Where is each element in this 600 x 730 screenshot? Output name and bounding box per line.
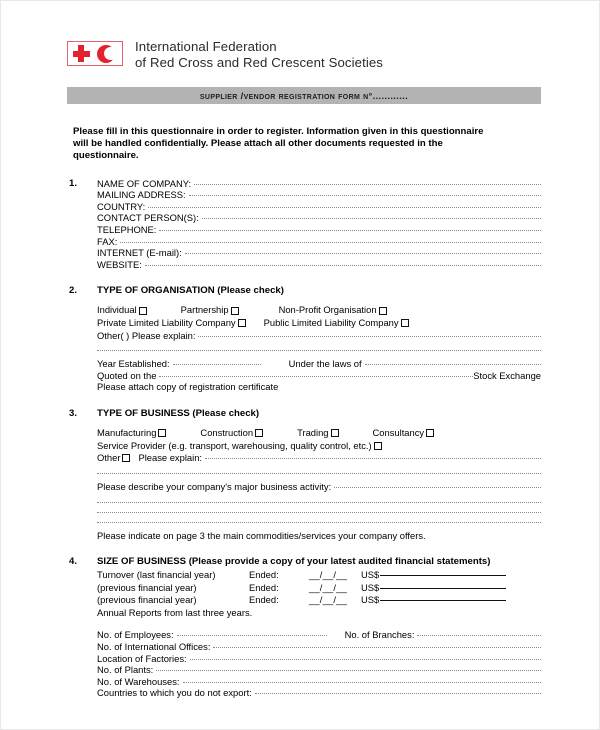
section-1-number: 1. xyxy=(69,177,78,189)
checkbox-box[interactable] xyxy=(426,429,434,437)
row-label: (previous financial year) xyxy=(97,594,197,606)
checkbox-box[interactable] xyxy=(331,429,339,437)
field-telephone[interactable] xyxy=(97,224,541,236)
ended-label: Ended: xyxy=(249,594,279,606)
checkbox-trading[interactable] xyxy=(297,427,338,440)
checkbox-label: Trading xyxy=(297,427,329,439)
field-contact-persons[interactable] xyxy=(97,212,541,224)
field-label-employees: No. of Employees: xyxy=(97,629,174,641)
checkbox-label: Individual xyxy=(97,304,137,316)
field-label: CONTACT PERSON(S): xyxy=(97,212,199,224)
currency-label: US$ xyxy=(361,581,380,593)
intro-paragraph: Please fill in this questionnaire in order to register. Information given in this questionnaire will be handled confidentially. Please attach all other documents requested in the questionnaire. xyxy=(73,126,484,162)
field-label: Countries to which you do not export: xyxy=(97,687,252,699)
ended-label: Ended: xyxy=(249,569,279,581)
field-business-other-explain[interactable] xyxy=(97,452,541,464)
checkbox-box[interactable] xyxy=(374,442,382,450)
section-4 xyxy=(67,556,541,699)
section-1 xyxy=(67,178,541,271)
field-label: No. of Warehouses: xyxy=(97,675,180,687)
field-website[interactable] xyxy=(97,259,541,271)
fill-line-continuation[interactable] xyxy=(97,512,541,513)
checkbox-box[interactable] xyxy=(238,319,246,327)
row-label: Turnover (last financial year) xyxy=(97,569,216,581)
form-title: supplier /vendor registration form n°............ xyxy=(199,90,409,101)
checkbox-label: Non-Profit Organisation xyxy=(278,304,377,316)
field-employees-and-branches[interactable] xyxy=(97,629,541,641)
fill-line[interactable] xyxy=(205,458,541,459)
fill-line-continuation[interactable] xyxy=(97,502,541,503)
date-placeholder[interactable]: __/__/__ xyxy=(308,594,348,606)
organisation-name-line-2: of Red Cross and Red Crescent Societies xyxy=(135,54,383,70)
fill-line[interactable] xyxy=(183,682,541,683)
organisation-name xyxy=(135,39,383,70)
checkbox-box[interactable] xyxy=(122,454,130,462)
field-year-established[interactable] xyxy=(97,358,541,370)
checkbox-box[interactable] xyxy=(158,429,166,437)
field-fax[interactable] xyxy=(97,236,541,248)
fill-line[interactable] xyxy=(159,230,541,231)
field-internet-email[interactable] xyxy=(97,247,541,259)
checkbox-service-provider[interactable] xyxy=(97,440,382,453)
field-location-of-factories[interactable] xyxy=(97,653,541,665)
field-label: Year Established: xyxy=(97,358,170,370)
letterhead xyxy=(67,39,541,79)
field-label-branches: No. of Branches: xyxy=(344,629,415,641)
checkbox-label: Consultancy xyxy=(372,427,425,439)
field-international-offices[interactable] xyxy=(97,641,541,653)
ended-label: Ended: xyxy=(249,581,279,593)
organisation-type-row-2 xyxy=(97,317,541,330)
section-4-title-note: (Please provide a copy of your latest audited financial statements) xyxy=(186,556,491,568)
fill-line[interactable] xyxy=(255,693,541,694)
field-label: COUNTRY: xyxy=(97,200,146,212)
field-label: No. of Plants: xyxy=(97,664,154,676)
fill-line[interactable] xyxy=(159,376,473,377)
field-label: No. of International Offices: xyxy=(97,640,211,652)
checkbox-label: Construction xyxy=(200,427,254,439)
checkbox-individual[interactable] xyxy=(97,304,147,317)
checkbox-construction[interactable] xyxy=(200,427,263,440)
section-2-number: 2. xyxy=(69,285,78,297)
field-label: TELEPHONE: xyxy=(97,223,157,235)
fill-line[interactable] xyxy=(177,635,327,636)
field-name-of-company[interactable] xyxy=(97,178,541,190)
field-label: INTERNET (E-mail): xyxy=(97,247,182,259)
registration-certificate-note: Please attach copy of registration certificate xyxy=(97,381,279,393)
fill-line[interactable] xyxy=(156,670,541,671)
checkbox-label: Partnership xyxy=(180,304,229,316)
business-type-row-2 xyxy=(97,440,541,453)
field-no-of-warehouses[interactable] xyxy=(97,676,541,688)
form-title-banner xyxy=(67,87,541,104)
fill-line[interactable] xyxy=(202,218,541,219)
checkbox-consultancy[interactable] xyxy=(373,427,435,440)
checkbox-partnership[interactable] xyxy=(181,304,239,317)
fill-line[interactable] xyxy=(334,487,541,488)
crescent-icon xyxy=(97,45,115,63)
checkbox-box[interactable] xyxy=(139,307,147,315)
fill-line[interactable] xyxy=(148,207,541,208)
section-1-body xyxy=(97,178,541,271)
turnover-row-previous-financial-year-1[interactable] xyxy=(97,582,541,594)
section-2 xyxy=(67,285,541,393)
checkbox-label: Other xyxy=(97,452,121,464)
amount-fill-line[interactable] xyxy=(380,588,506,589)
amount-fill-line[interactable] xyxy=(380,575,506,576)
field-country[interactable] xyxy=(97,201,541,213)
section-4-title-bold: SIZE OF BUSINESS xyxy=(97,556,187,568)
turnover-row-previous-financial-year-2[interactable] xyxy=(97,594,541,606)
field-label: NAME OF COMPANY: xyxy=(97,177,192,189)
checkbox-label: Public Limited Liability Company xyxy=(263,316,399,328)
section-3 xyxy=(67,408,541,541)
field-quoted-on-stock-exchange[interactable] xyxy=(97,370,541,382)
checkbox-manufacturing[interactable] xyxy=(97,427,166,440)
cross-icon-horizontal xyxy=(73,51,90,57)
organisation-name-line-1: International Federation xyxy=(135,39,277,54)
row-label: (previous financial year) xyxy=(97,581,197,593)
organisation-type-row-1 xyxy=(97,304,541,317)
form-sheet xyxy=(67,39,541,699)
section-4-number: 4. xyxy=(69,556,78,568)
field-label: Please explain: xyxy=(138,452,203,464)
checkbox-label: Manufacturing xyxy=(97,427,157,439)
turnover-row-last-financial-year[interactable] xyxy=(97,569,541,581)
fill-line-continuation[interactable] xyxy=(97,522,541,523)
field-no-of-plants[interactable] xyxy=(97,664,541,676)
amount-fill-line[interactable] xyxy=(380,600,506,601)
section-3-body xyxy=(97,408,541,541)
annual-reports-note: Annual Reports from last three years. xyxy=(97,606,253,618)
section-4-title xyxy=(97,556,541,568)
checkbox-box[interactable] xyxy=(401,319,409,327)
section-4-body xyxy=(97,556,541,699)
fill-line[interactable] xyxy=(185,253,541,254)
field-label: Quoted on the xyxy=(97,369,157,381)
section-2-body xyxy=(97,285,541,393)
field-label: WEBSITE: xyxy=(97,258,142,270)
field-label: MAILING ADDRESS: xyxy=(97,189,186,201)
date-placeholder[interactable]: __/__/__ xyxy=(308,569,348,581)
fill-line-continuation[interactable] xyxy=(97,473,541,474)
fill-line[interactable] xyxy=(198,336,541,337)
fill-line[interactable] xyxy=(417,635,541,636)
stock-exchange-label: Stock Exchange xyxy=(473,369,541,381)
checkbox-public-limited-liability-company[interactable] xyxy=(264,317,409,330)
field-label: Other( ) Please explain: xyxy=(97,329,196,341)
red-cross-red-crescent-logo xyxy=(67,41,123,66)
checkbox-box[interactable] xyxy=(379,307,387,315)
checkbox-private-limited-liability-company[interactable] xyxy=(97,317,246,330)
fill-line[interactable] xyxy=(120,242,541,243)
field-major-business-activity[interactable] xyxy=(97,481,541,493)
field-countries-not-exported-to[interactable] xyxy=(97,687,541,699)
field-label-under-laws: Under the laws of xyxy=(288,358,362,370)
field-label: Please describe your company's major business activity: xyxy=(97,480,332,492)
checkbox-box[interactable] xyxy=(231,307,239,315)
section-2-title: TYPE OF ORGANISATION (Please check) xyxy=(97,285,284,297)
checkbox-non-profit-organisation[interactable] xyxy=(279,304,387,317)
page-3-commodities-note: Please indicate on page 3 the main commodities/services your company offers. xyxy=(97,529,426,541)
field-label: Location of Factories: xyxy=(97,652,187,664)
checkbox-box[interactable] xyxy=(255,429,263,437)
fill-line[interactable] xyxy=(173,364,261,365)
date-placeholder[interactable]: __/__/__ xyxy=(308,581,348,593)
fill-line-continuation[interactable] xyxy=(97,350,541,351)
checkbox-label: Service Provider (e.g. transport, warehousing, quality control, etc.) xyxy=(97,439,372,451)
section-3-number: 3. xyxy=(69,408,78,420)
fill-line[interactable] xyxy=(189,195,541,196)
fill-line[interactable] xyxy=(213,647,541,648)
field-label: FAX: xyxy=(97,235,118,247)
business-type-row-1 xyxy=(97,427,541,440)
fill-line[interactable] xyxy=(190,659,541,660)
section-3-title: TYPE OF BUSINESS (Please check) xyxy=(97,408,260,420)
field-mailing-address[interactable] xyxy=(97,189,541,201)
fill-line[interactable] xyxy=(194,184,541,185)
field-organisation-other-explain[interactable] xyxy=(97,330,541,342)
fill-line[interactable] xyxy=(145,265,541,266)
checkbox-label: Private Limited Liability Company xyxy=(97,316,236,328)
checkbox-other[interactable] xyxy=(97,452,130,464)
currency-label: US$ xyxy=(361,569,380,581)
currency-label: US$ xyxy=(361,594,380,606)
fill-line[interactable] xyxy=(365,364,541,365)
